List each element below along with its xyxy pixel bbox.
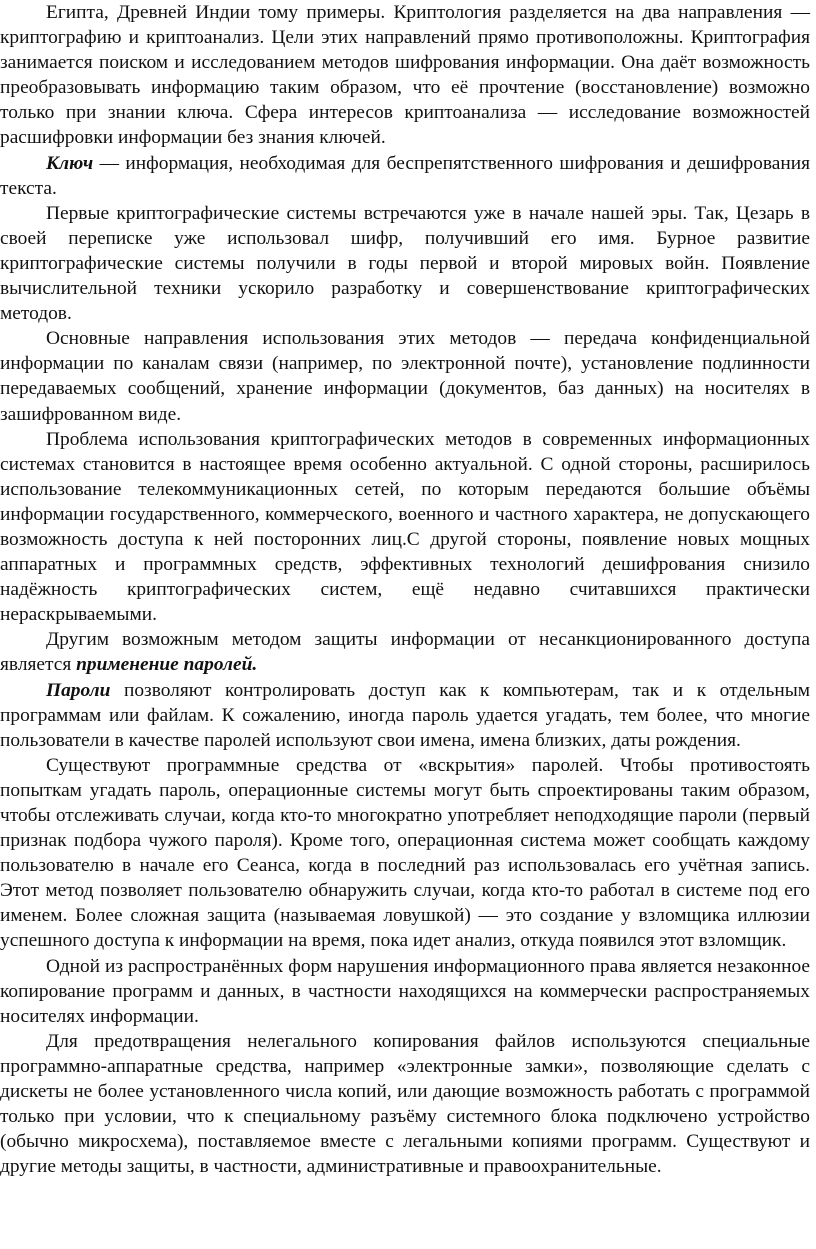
paragraph-p2	[0, 151, 810, 201]
paragraph-text: Основные направления использования этих методов — передача конфиденциальной информации по каналам связи (например, по электронной почте), установление подлинности передаваемых сообщений, хранение информации (документов, баз данных) на носителях в зашифрованном виде.	[0, 328, 810, 425]
paragraph-p9	[0, 954, 810, 1029]
paragraph-p4	[0, 326, 810, 426]
paragraph-text: Существуют программные средства от «вскрытия» паролей. Чтобы противостоять попыткам угадать пароль, операционные системы могут быть спроектированы таким образом, чтобы отслеживать случаи, когда кто-то многократно употребляет неподходящие пароли (первый признак подбора чужого пароля). Кроме того, операционная система может сообщать каждому пользователю в начале его Сеанса, когда в последний раз использовалась его учётная запись. Этот метод позволяет пользователю обнаружить случаи, когда кто-то работал в системе под его именем. Более сложная защита (называемая ловушкой) — это создание у взломщика иллюзии успешного доступа к информации на время, пока идет анализ, откуда появился этот взломщик.	[0, 754, 810, 952]
paragraph-p7	[0, 678, 810, 753]
paragraph-text: Для предотвращения нелегального копирования файлов используются специальные программно-аппаратные средства, например «электронные замки», позволяющие сделать с дискеты не более установленного числа копий, или дающие возможность работать с программой только при условии, что к специальному разъёму системного блока подключено устройство (обычно микросхема), поставляемое вместе с легальными копиями программ. Существуют и другие методы защиты, в частности, административные и правоохранительные.	[0, 1030, 810, 1178]
emphasized-term: применение паролей.	[76, 654, 258, 676]
emphasized-term: Ключ	[46, 152, 94, 174]
paragraph-text: Египта, Древней Индии тому примеры. Криптология разделяется на два направления — криптографию и криптоанализ. Цели этих направлений прямо противоположны. Криптография занимается поиском и исследованием методов шифрования информации. Она даёт возможность преобразовывать информацию таким образом, что её прочтение (восстановление) возможно только при знании ключа. Сфера интересов криптоанализа — исследование возможностей расшифровки информации без знания ключей.	[0, 2, 810, 149]
paragraph-text: позволяют контролировать доступ как к компьютерам, так и к отдельным программам или файлам. К сожалению, иногда пароль удается угадать, тем более, что многие пользователи в качестве паролей используют свои имена, имена близких, даты рождения.	[0, 679, 810, 751]
paragraph-p6	[0, 627, 810, 677]
paragraph-text: Первые криптографические системы встречаются уже в начале нашей эры. Так, Цезарь в своей переписке уже использовал шифр, получивший его имя. Бурное развитие криптографические системы получили в годы первой и второй мировых войн. Появление вычислительной техники ускорило разработку и совершенствование криптографических методов.	[0, 202, 810, 325]
paragraph-text: — информация, необходимая для беспрепятственного шифрования и дешифрования текста.	[0, 152, 810, 199]
paragraph-p10	[0, 1029, 810, 1180]
paragraph-text: Одной из распространённых форм нарушения информационного права является незаконное копирование программ и данных, в частности находящихся на коммерчески распространяемых носителях информации.	[0, 955, 810, 1027]
paragraph-p5	[0, 427, 810, 628]
emphasized-term: Пароли	[46, 679, 111, 701]
paragraph-p8	[0, 753, 810, 954]
paragraph-text: Проблема использования криптографических методов в современных информационных системах становится в настоящее время особенно актуальной. С одной стороны, расширилось использование телекоммуникационных сетей, по которым передаются большие объёмы информации государственного, коммерческого, военного и частного характера, не допускающего возможность доступа к ней посторонних лиц.С другой стороны, появление новых мощных аппаратных и программных средств, эффективных технологий дешифрования снизило надёжность криптографических систем, ещё недавно считавшихся практически нераскрываемыми.	[0, 428, 810, 626]
paragraph-p3	[0, 201, 810, 326]
paragraph-text: Другим возможным методом защиты информации от несанкционированного доступа является	[0, 629, 810, 676]
paragraph-p1	[0, 0, 810, 151]
